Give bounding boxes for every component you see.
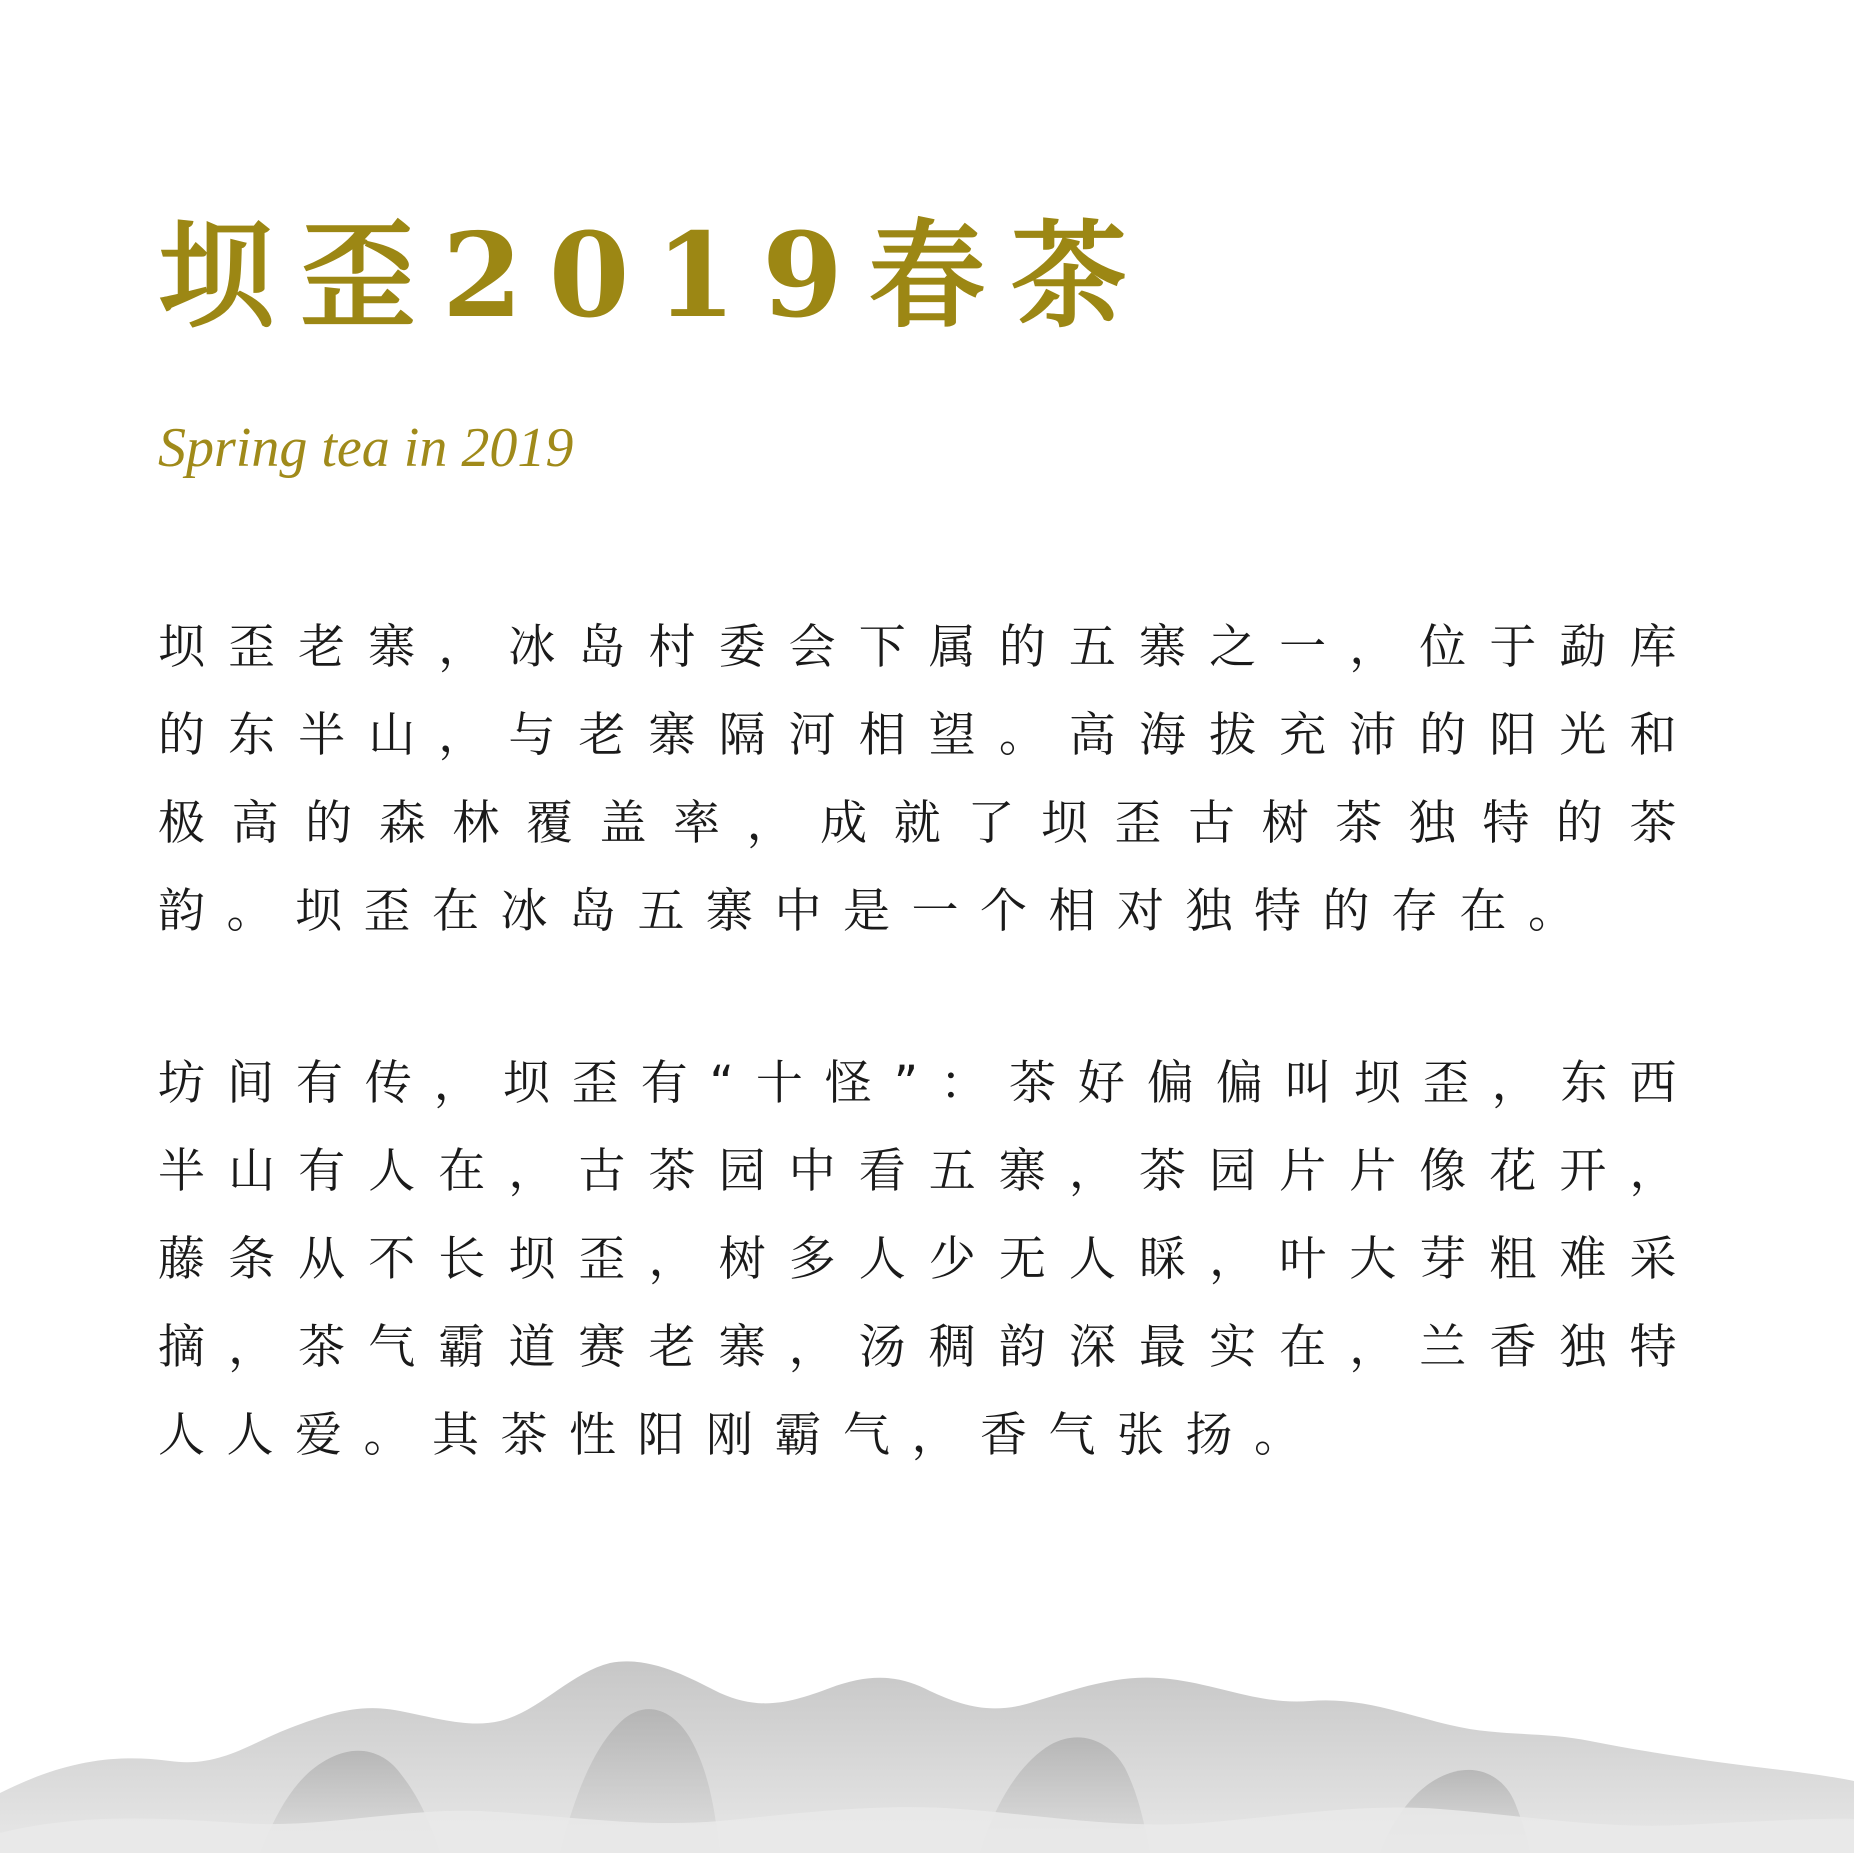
intro-paragraph: 坝歪老寨，冰岛村委会下属的五寨之一，位于勐库的东半山，与老寨隔河相望。高海拔充沛的阳光和极高的森林覆盖率，成就了坝歪古树茶独特的茶韵。坝歪在冰岛五寨中是一个相对独特的存在。 [158, 620, 1698, 939]
page-title: 坝歪2019春茶 [158, 208, 1153, 344]
legend-paragraph: 坊间有传，坝歪有“十怪”：茶好偏偏叫坝歪，东西半山有人在，古茶园中看五寨，茶园片片像花开，藤条从不长坝歪，树多人少无人睬，叶大芽粗难采摘，茶气霸道赛老寨，汤稠韵深最实在，兰香独特人人爱。其茶性阳刚霸气，香气张扬。 [158, 1056, 1698, 1463]
ink-mountains-illustration [0, 1633, 1854, 1853]
page-subtitle: Spring tea in 2019 [158, 417, 574, 479]
